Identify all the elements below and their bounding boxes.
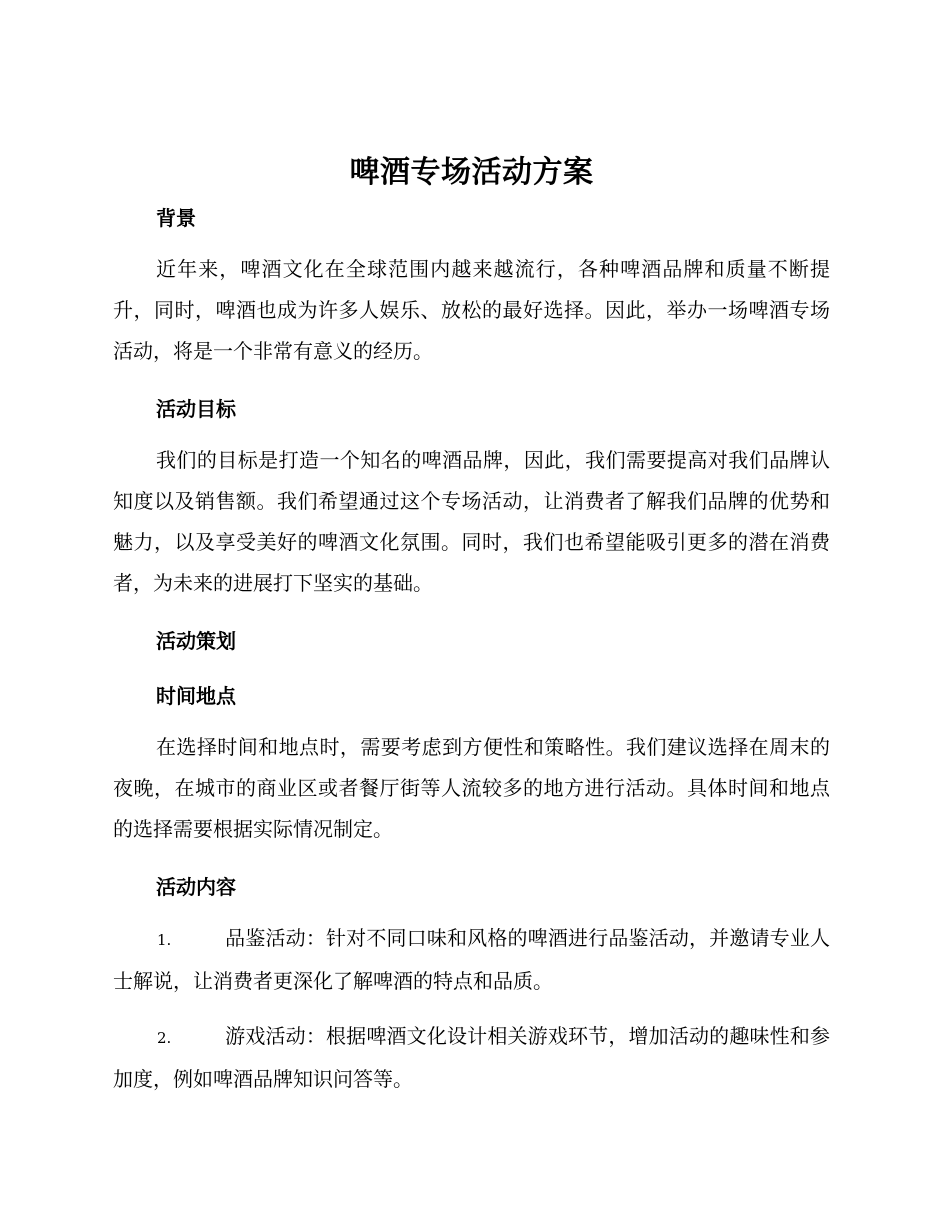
list-item — [113, 918, 830, 1002]
list-item-number: 1. — [157, 931, 172, 949]
list-item — [113, 1016, 830, 1100]
document-body — [113, 150, 830, 1100]
section-heading-time-place: 时间地点 — [156, 684, 236, 708]
paragraph-time-place: 在选择时间和地点时，需要考虑到方便性和策略性。我们建议选择在周末的夜晚，在城市的商业区或者餐厅街等人流较多的地方进行活动。具体时间和地点的选择需要根据实际情况制定。 — [113, 735, 830, 841]
list-item-text: 游戏活动：根据啤酒文化设计相关游戏环节，增加活动的趣味性和参加度，例如啤酒品牌知识问答等。 — [113, 1024, 830, 1091]
list-item-text: 品鉴活动：针对不同口味和风格的啤酒进行品鉴活动，并邀请专业人士解说，让消费者更深化了解啤酒的特点和品质。 — [113, 926, 830, 993]
document-title: 啤酒专场活动方案 — [349, 155, 594, 190]
paragraph-background: 近年来，啤酒文化在全球范围内越来越流行，各种啤酒品牌和质量不断提升，同时，啤酒也成为许多人娱乐、放松的最好选择。因此，举办一场啤酒专场活动，将是一个非常有意义的经历。 — [113, 257, 830, 363]
paragraph-goal: 我们的目标是打造一个知名的啤酒品牌，因此，我们需要提高对我们品牌认知度以及销售额。我们希望通过这个专场活动，让消费者了解我们品牌的优势和魅力，以及享受美好的啤酒文化氛围。同时，我们也希望能吸引更多的潜在消费者，为未来的进展打下坚实的基础。 — [113, 448, 830, 595]
section-heading-content: 活动内容 — [156, 875, 236, 899]
section-heading-background: 背景 — [156, 206, 196, 230]
section-heading-goal: 活动目标 — [156, 397, 236, 421]
section-heading-planning: 活动策划 — [156, 629, 236, 653]
list-item-number: 2. — [157, 1029, 172, 1047]
